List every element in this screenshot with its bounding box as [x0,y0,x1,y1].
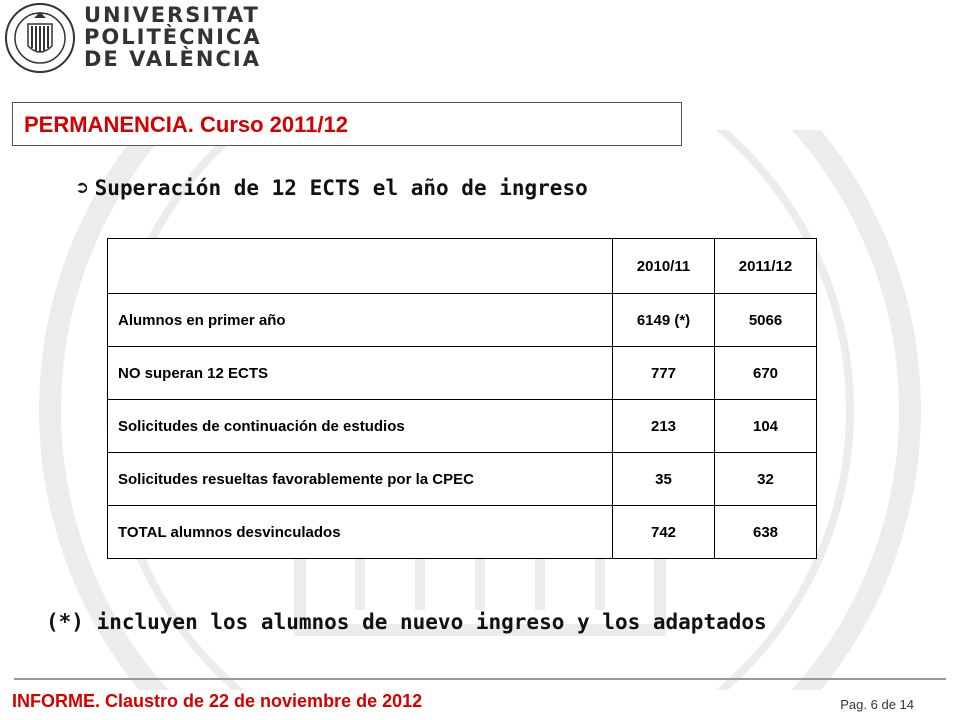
circled-arrow-right-icon: ➲ [76,176,89,200]
row-value: 213 [613,400,715,453]
footer-divider [14,678,946,680]
university-name [84,4,262,70]
slide-title-box [12,102,682,146]
table-header-cell: 2011/12 [715,239,817,294]
row-value: 104 [715,400,817,453]
row-label: NO superan 12 ECTS [108,347,613,400]
table-header-cell [108,239,613,294]
row-label: Solicitudes resueltas favorablemente por la CPEC [108,453,613,506]
university-name-line: DE VALÈNCIA [84,47,261,71]
slide-title: PERMANENCIA. Curso 2011/12 [24,112,348,137]
table-row [108,400,817,453]
footer-report-title: INFORME. Claustro de 22 de noviembre de 2012 [12,691,423,711]
table-row [108,294,817,347]
row-value: 6149 (*) [613,294,715,347]
bullet-point [76,176,588,200]
footnote: (*) incluyen los alumnos de nuevo ingreso y los adaptados [46,610,767,634]
row-value: 670 [715,347,817,400]
university-name-line: POLITÈCNICA [84,25,262,49]
table-row [108,506,817,559]
row-value: 35 [613,453,715,506]
row-value: 777 [613,347,715,400]
row-label: TOTAL alumnos desvinculados [108,506,613,559]
row-label: Solicitudes de continuación de estudios [108,400,613,453]
permanence-table [107,238,817,559]
row-value: 742 [613,506,715,559]
row-label: Alumnos en primer año [108,294,613,347]
table-header-row [108,239,817,294]
table-header-cell: 2010/11 [613,239,715,294]
row-value: 638 [715,506,817,559]
university-seal-icon [4,2,76,74]
page-number: Pag. 6 de 14 [840,697,914,712]
university-name-line: UNIVERSITAT [84,3,260,27]
bullet-text: Superación de 12 ECTS el año de ingreso [94,176,588,200]
table-row [108,347,817,400]
row-value: 32 [715,453,817,506]
row-value: 5066 [715,294,817,347]
table-row [108,453,817,506]
